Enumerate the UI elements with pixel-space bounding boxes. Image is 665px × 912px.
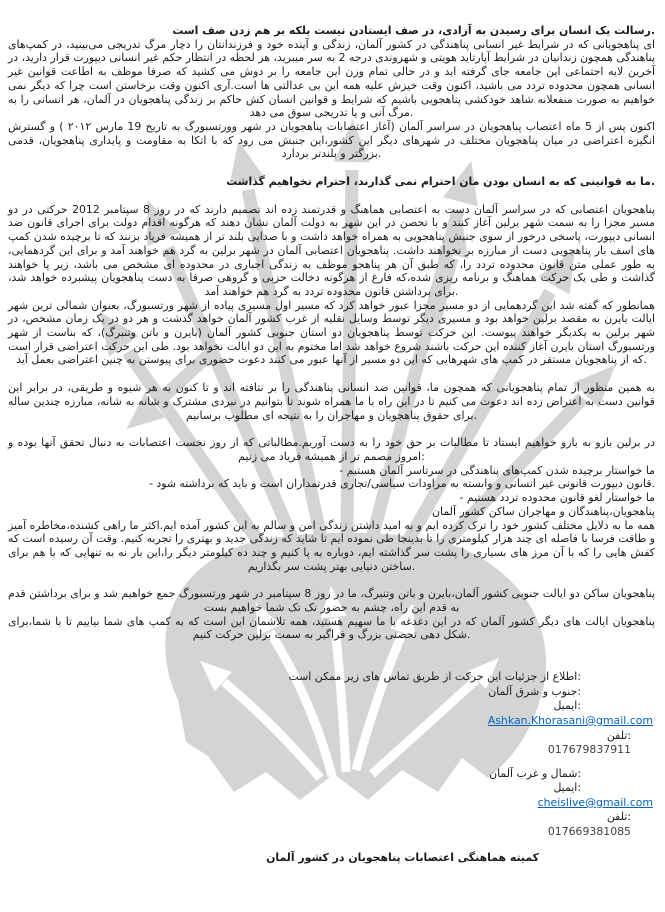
document-title: رسالت یک انسان برای رسیدن به آزادی، در صف ایستادن نیست بلکه بر هم زدن صف است. xyxy=(172,24,655,37)
paragraph: پناهجویان اعتصابی که در سراسر آلمان دست به اعتصابی هماهنگ و قدرتمند زده اند تصمیم دارند که در روز 8 سپتامبر 2012 حرکتی در دو مسیر مجزا را به سمت شهر برلین آغاز کنند و با تحصن در این شهر به دولت آلمان نشان دهند که هرگونه اقدام دولت برای اجرای قانون ضد انسانی دیپورت، پاسخی درخور از سوی جنبش پناهجویی به همراه خواهد داشت و با صدایی بلند تر از همیشه فریاد بزنند که تا برچیده شدن کمپ های اسف بار پناهجویی دست از مبارزه بر نخواهند داشت. پناهجویان اعتصابی آلمان در شهر برلین به گرد هم خواهند آمد و برای این گردهمایی، به طور عملی متن قانون محدوده تردد را، که طبق آن هر پناهجو موظف به زندگی اجباری در محدوده ای مشخص می باشد، زیر پا خواهند گذاشت و طی یک حرکت هماهنگ و برنامه ریزی شده،که فارغ از هرگونه دخالت حزبی و گروهی صرفا به دست پناهجویان پیشبرده خواهد شد، برای برداشتن قانون محدوده تردد به گرد هم خواهند آمد. xyxy=(8,202,655,298)
address-line: پناهجویان،پناهندگان و مهاجران ساکن کشور آلمان xyxy=(432,504,655,518)
spacer xyxy=(8,189,655,203)
spacer xyxy=(8,161,655,175)
section-heading: ما به قوانینی که به انسان بودن مان احترام نمی گذارند، احترام نخواهیم گذاشت. xyxy=(226,175,655,189)
contact-label: ایمیل: xyxy=(553,781,581,795)
paragraph: پناهجویان ایالت های دیگر کشور آلمان که در این دغدغه با ما سهیم هستید، همه تلاشمان این است که به کمپ های شما بیاییم تا با شما،برای شکل دهی تحصنی بزرگ و فراگیر به سمت برلین حرکت کنیم. xyxy=(8,614,655,642)
phone-number: 017669381085 xyxy=(547,825,631,839)
email-link[interactable]: Ashkan.Khorasani@gmail.com xyxy=(487,713,653,727)
contact-label: اطلاع از جزئیات این حرکت از طریق تماس های زیر ممکن است: xyxy=(288,670,581,684)
phone-label: تلفن: xyxy=(606,810,631,824)
spacer xyxy=(8,656,655,670)
committee-signature: کمیته هماهنگی اعتصابات پناهجویان در کشور آلمان xyxy=(266,850,539,864)
paragraph: ای پناهجویانی که در شرایط غیر انسانی پناهندگی در کشور آلمان، زندگی و آینده خود و فرزندانتان را دچار مرگ تدریجی می‌بینید، در کمپ‌های پناهندگی همچون زندانیان در شرایط آپارتاید هویتی و شهروندی درجه 2 به سر میبرید، هر لحظه در انتظار حکم غیر انسانی دیپورت قرار دارید، در آخرین لایه اجتماعی این جامعه جای گرفته اید و در حالی تمام وزن این جامعه را بر دوش می کشید که صرفا موظف به اطاعت قوانین غیر انسانی همچون محدوده تردد می باشید، اکنون وقت خیزش علیه همه این بی عدالتی ها است.آری اکنون وقت برخاستن است چرا که دیگر نمی خواهیم به صورت منفعلانه شاهد خودکشی پناهجویی باشیم که شرایط و قوانین انسان کش حاکم بر زندگی پناهجویان در آلمان، هر انسانی را به مرگ آنی و یا تدریجی سوق می دهد. xyxy=(8,37,655,120)
contact-label: شمال و غرب آلمان: xyxy=(489,766,581,780)
spacer xyxy=(8,642,655,656)
contact-label: جنوب و شرق آلمان: xyxy=(488,684,581,698)
phone-number: 017679837911 xyxy=(547,743,631,757)
paragraph: به همین منظور از تمام پناهجویانی که همچون ما، قوانین ضد انسانی پناهندگی را بر نتافته اند و تا کنون به هر شیوه و طریقی، در برابر این قوانین دست به اعتراض زده اند دعوت می کنیم تا در این راه با ما همراه شوند تا بتوانیم در نبردی مشترک و شانه به شانه، مبارزه چندین ساله برای حقوق پناهجویان و مهاجران را به نتیجه ای مطلوب برسانیم. xyxy=(8,381,655,422)
demand-bullet: - ما خواستار برچیده شدن کمپ‌های پناهندگی در سرتاسر آلمان هستیم xyxy=(339,463,655,477)
spacer xyxy=(8,840,655,849)
spacer xyxy=(8,367,655,381)
demand-bullet: - ما خواستار لغو قانون محدوده تردد هستیم xyxy=(459,491,655,505)
paragraph: همه ما به دلایل مختلف کشور خود را ترک کرده ایم و به امید داشتن زندگی امن و سالم به این کشور آمده ایم.اکثر ما راهی کشنده،مخاطره آمیز و طاقت فرسا با فاصله ای چند هزار کیلومتری را تا بدینجا طی نموده ایم تا شاید که زندگی جدید و بهتری را تجربه کنیم. وقت آن رسیده است که کفش هایی را که با آن مرز های بسیاری را پشت سر گذاشته ایم، دوباره به پا کنیم و چند ده کیلومتر دیگر را،این بار نه به تنهایی که با هم برای ساختن دنیایی بهتر پشت سر بگذاریم. xyxy=(8,518,655,573)
phone-label: تلفن: xyxy=(606,728,631,742)
demand-bullet: - قانون دیپورت قانونی غیر انسانی و وابسته به مراودات سیاسی/تجاری قدرتمداران است و باید که برداشته شود. xyxy=(148,477,655,491)
spacer xyxy=(8,758,655,767)
email-link[interactable]: cheislive@gmail.com xyxy=(537,795,653,809)
paragraph: پناهجویان ساکن دو ایالت جنوبی کشور آلمان،بایرن و باتن وتنبرگ، ما در روز 8 سپتامبر در شهر ورتسبورگ جمع خواهیم شد و برای برداشتن قدم به قدم این راه، چشم به حضور تک تک شما خواهیم بست xyxy=(8,587,655,615)
paragraph: در برلین بازو به بازو خواهیم ایستاد تا مطالبات بر حق خود را به دست آوریم.مطالباتی که از روز نخست اعتصابات به دنبال تحقق آنها بوده و امروز مصمم تر از همیشه فریاد می زنیم: xyxy=(8,436,655,463)
spacer xyxy=(8,573,655,587)
spacer xyxy=(8,422,655,436)
paragraph: اکنون پس از 5 ماه اعتصاب پناهجویان در سراسر آلمان (آغاز اعتصابات پناهجویان در شهر وورتسبورگ به تاریخ 19 مارس ۲۰۱۲ ) و گسترش انگیزه اعتراضی در میان پناهجویان مختلف در شهرهای دیگر این کشور،این جنبش می رود که با اتکا به مقاومت و پایداری پناهجویان، قدمی بزرگتر و بلندتر بردارد. xyxy=(8,119,655,161)
contact-label: ایمیل: xyxy=(553,699,581,713)
paragraph: همانطور که گفته شد این گردهمایی از دو مسیر مجزا عبور خواهد کرد که مسیر اول مسیری پیاده از شهر ورتسبورگ، بعنوان شمالی ترین شهر ایالت بایرن به مقصد برلین خواهد بود و مسیری دیگر توسط وسایل نقلیه از غرب کشور آلمان خواهد گذشت و هر دو در یک زمان مشخص، در شهر برلین به یکدیگر خواهند پیوست. این حرکت توسط پناهجویان دو استان جنوبی کشور آلمان (بایرن و باتن وتنبرگ)، که بناست از شهر ورتسبورگ استان بایرن آغاز کننده این حرکت باشند شروع خواهد شد اما مختوم به این دو ایالت نخواهد بود. طی این حرکت اعتراضی قرار است که از پناهجویان مستقر در کمپ های شهرهایی که این دو مسیر از آنها عبور می کنند دعوت حضوری برای پیوستن به چنین اعتراضی بعمل آید. xyxy=(8,298,655,367)
